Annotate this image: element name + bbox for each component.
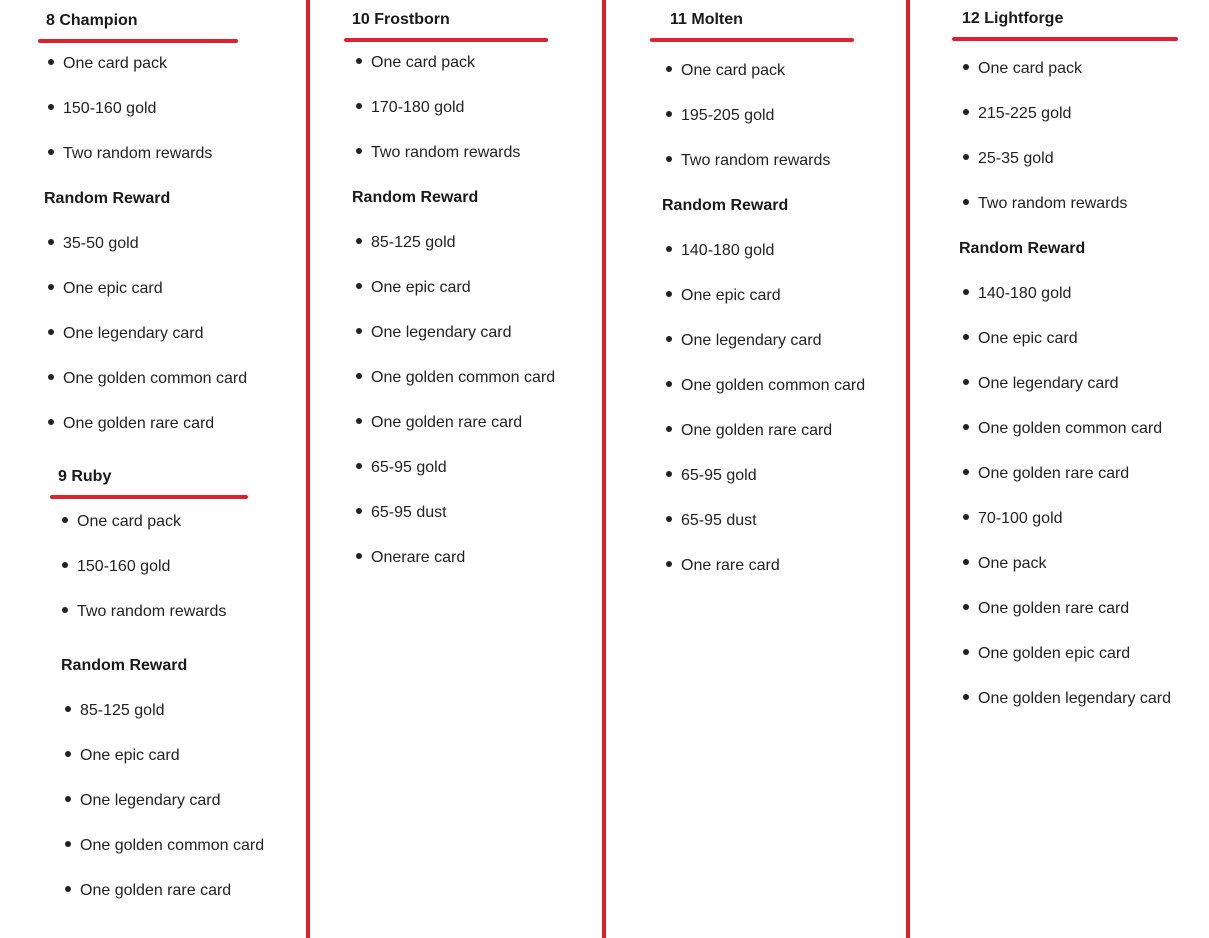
- bullet-icon: [963, 649, 969, 655]
- rank-title: 12 Lightforge: [962, 10, 1064, 27]
- bullet-icon: [48, 59, 54, 65]
- bullet-icon: [48, 329, 54, 335]
- list-item: One card pack: [48, 54, 167, 74]
- bullet-icon: [65, 886, 71, 892]
- bullet-icon: [356, 508, 362, 514]
- column-divider: [602, 0, 606, 938]
- list-item: One golden rare card: [963, 599, 1129, 619]
- bullet-icon: [963, 694, 969, 700]
- bullet-icon: [356, 103, 362, 109]
- bullet-icon: [963, 154, 969, 160]
- list-item: Two random rewards: [666, 151, 830, 171]
- bullet-icon: [62, 607, 68, 613]
- list-item: One golden epic card: [963, 644, 1130, 664]
- list-item: 65-95 gold: [356, 458, 447, 478]
- bullet-icon: [62, 517, 68, 523]
- rank-title: 8 Champion: [46, 12, 138, 29]
- list-item: 65-95 dust: [356, 503, 447, 523]
- bullet-icon: [48, 374, 54, 380]
- list-item: One golden common card: [963, 419, 1162, 439]
- rank-header-ruby: [50, 467, 248, 499]
- random-reward-heading: Random Reward: [44, 190, 171, 207]
- list-item: Two random rewards: [963, 194, 1127, 214]
- bullet-icon: [356, 148, 362, 154]
- list-item: One legendary card: [65, 791, 221, 811]
- random-reward-heading: Random Reward: [662, 197, 789, 214]
- rank-underline: [650, 38, 854, 42]
- column-divider: [906, 0, 910, 938]
- list-item: One golden common card: [666, 376, 865, 396]
- list-item: One legendary card: [666, 331, 822, 351]
- bullet-icon: [356, 58, 362, 64]
- list-item: 35-50 gold: [48, 234, 139, 254]
- bullet-icon: [65, 841, 71, 847]
- list-item: One golden common card: [356, 368, 555, 388]
- list-item: One epic card: [356, 278, 471, 298]
- bullet-icon: [963, 64, 969, 70]
- list-item: 140-180 gold: [666, 241, 774, 261]
- random-reward-heading: Random Reward: [61, 657, 188, 674]
- bullet-icon: [963, 379, 969, 385]
- bullet-icon: [666, 156, 672, 162]
- bullet-icon: [963, 289, 969, 295]
- bullet-icon: [48, 104, 54, 110]
- list-item: 25-35 gold: [963, 149, 1054, 169]
- rank-underline: [952, 37, 1178, 41]
- bullet-icon: [48, 419, 54, 425]
- list-item: 85-125 gold: [65, 701, 165, 721]
- bullet-icon: [963, 559, 969, 565]
- list-item: One pack: [963, 554, 1046, 574]
- list-item: One epic card: [666, 286, 781, 306]
- list-item: One rare card: [666, 556, 780, 576]
- bullet-icon: [666, 66, 672, 72]
- list-item: One epic card: [65, 746, 180, 766]
- random-reward-heading: Random Reward: [959, 240, 1086, 257]
- bullet-icon: [666, 471, 672, 477]
- list-item: Two random rewards: [48, 144, 212, 164]
- list-item: One card pack: [666, 61, 785, 81]
- bullet-icon: [356, 553, 362, 559]
- list-item: One epic card: [48, 279, 163, 299]
- bullet-icon: [666, 291, 672, 297]
- rank-header-champion: [38, 11, 238, 43]
- list-item: One golden rare card: [356, 413, 522, 433]
- random-reward-heading: Random Reward: [352, 189, 479, 206]
- rank-header-frostborn: [344, 10, 548, 42]
- bullet-icon: [48, 239, 54, 245]
- bullet-icon: [356, 283, 362, 289]
- list-item: One card pack: [356, 53, 475, 73]
- bullet-icon: [48, 284, 54, 290]
- list-item: Onerare card: [356, 548, 465, 568]
- list-item: Two random rewards: [356, 143, 520, 163]
- bullet-icon: [666, 246, 672, 252]
- bullet-icon: [666, 561, 672, 567]
- rank-underline: [344, 38, 548, 42]
- bullet-icon: [48, 149, 54, 155]
- list-item: 170-180 gold: [356, 98, 464, 118]
- list-item: One card pack: [963, 59, 1082, 79]
- bullet-icon: [62, 562, 68, 568]
- list-item: One epic card: [963, 329, 1078, 349]
- rank-underline: [50, 495, 248, 499]
- list-item: One golden rare card: [666, 421, 832, 441]
- bullet-icon: [666, 426, 672, 432]
- bullet-icon: [963, 469, 969, 475]
- list-item: One golden common card: [65, 836, 264, 856]
- bullet-icon: [963, 514, 969, 520]
- bullet-icon: [356, 328, 362, 334]
- bullet-icon: [666, 336, 672, 342]
- list-item: 85-125 gold: [356, 233, 456, 253]
- bullet-icon: [65, 706, 71, 712]
- rank-underline: [38, 39, 238, 43]
- bullet-icon: [356, 418, 362, 424]
- bullet-icon: [963, 334, 969, 340]
- list-item: 65-95 dust: [666, 511, 757, 531]
- bullet-icon: [356, 373, 362, 379]
- list-item: 140-180 gold: [963, 284, 1071, 304]
- list-item: Two random rewards: [62, 602, 226, 622]
- bullet-icon: [963, 604, 969, 610]
- bullet-icon: [356, 238, 362, 244]
- bullet-icon: [963, 199, 969, 205]
- bullet-icon: [666, 516, 672, 522]
- rank-title: 11 Molten: [670, 11, 743, 28]
- list-item: One legendary card: [48, 324, 204, 344]
- bullet-icon: [963, 109, 969, 115]
- list-item: One golden rare card: [65, 881, 231, 901]
- list-item: One legendary card: [356, 323, 512, 343]
- list-item: One golden common card: [48, 369, 247, 389]
- rank-title: 9 Ruby: [58, 468, 112, 485]
- list-item: One card pack: [62, 512, 181, 532]
- list-item: One golden legendary card: [963, 689, 1171, 709]
- list-item: 195-205 gold: [666, 106, 774, 126]
- column-divider: [306, 0, 310, 938]
- list-item: 70-100 gold: [963, 509, 1063, 529]
- list-item: 150-160 gold: [48, 99, 156, 119]
- bullet-icon: [666, 111, 672, 117]
- list-item: One golden rare card: [963, 464, 1129, 484]
- rank-header-molten: [662, 10, 854, 42]
- list-item: One golden rare card: [48, 414, 214, 434]
- bullet-icon: [356, 463, 362, 469]
- rank-header-lightforge: [954, 9, 1178, 41]
- list-item: One legendary card: [963, 374, 1119, 394]
- list-item: 215-225 gold: [963, 104, 1071, 124]
- list-item: 150-160 gold: [62, 557, 170, 577]
- bullet-icon: [666, 381, 672, 387]
- bullet-icon: [65, 796, 71, 802]
- rank-title: 10 Frostborn: [352, 11, 450, 28]
- bullet-icon: [963, 424, 969, 430]
- bullet-icon: [65, 751, 71, 757]
- list-item: 65-95 gold: [666, 466, 757, 486]
